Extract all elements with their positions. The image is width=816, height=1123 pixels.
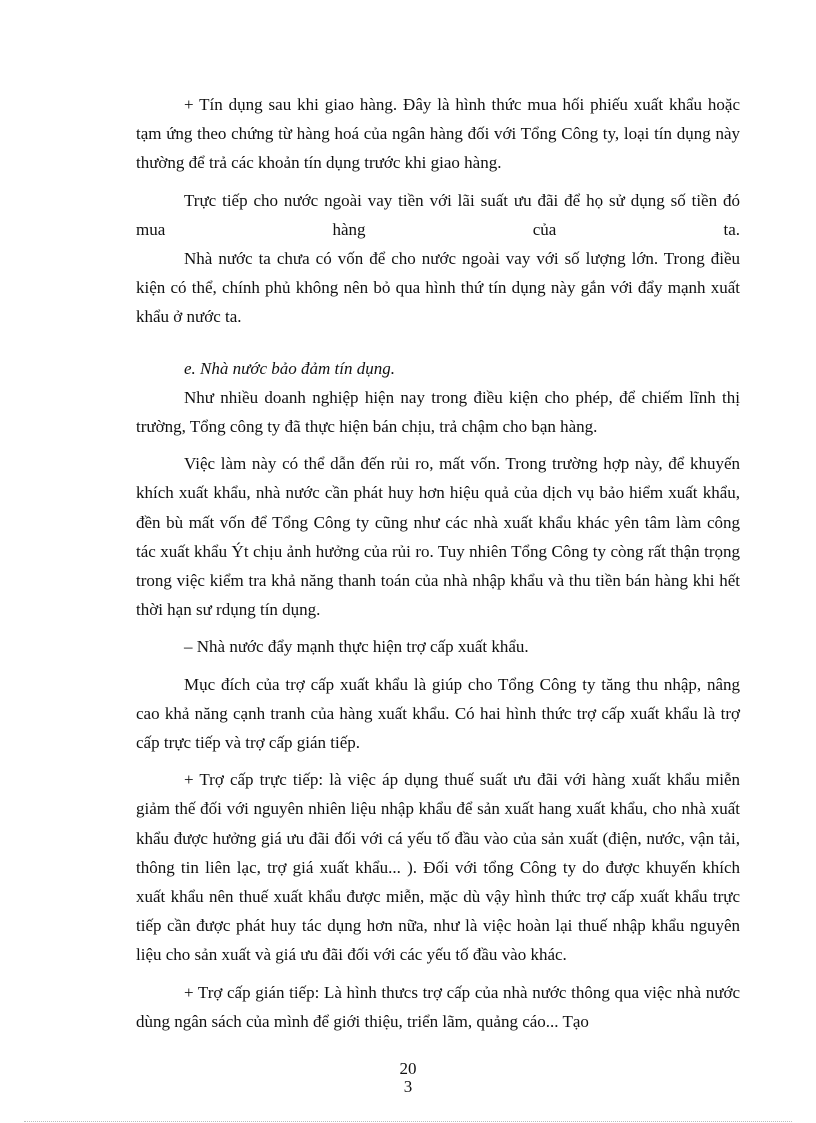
page-number: 20 xyxy=(399,1059,417,1078)
section-heading-credit-guarantee: e. Nhà nước bảo đảm tín dụng. xyxy=(184,358,395,378)
paragraph-export-subsidy-heading: – Nhà nước đẩy mạnh thực hiện trợ cấp xuất khẩu. xyxy=(184,637,529,657)
paragraph-direct-subsidy: + Trợ cấp trực tiếp: là việc áp dụng thuế suất ưu đãi với hàng xuất khẩu miễn giảm thế đối với nguyên nhiên liệu nhập khẩu để sản xuất hang xuất khẩu, cho nhà xuất khẩu được hưởng giá ưu đãi đối với cá yếu tố đầu vào của sản xuất (điện, nước, vận tải, thông tin liên lạc, trợ giá xuất khẩu... ). Đối với tổng Công ty do được khuyến khích xuất khẩu nên thuế xuất khẩu được miễn, mặc dù vậy hình thức trợ cấp xuất khẩu trực tiếp cần được phát huy tác dụng hơn nữa, như là việc hoàn lại thuế nhập khẩu nguyên liệu cho sản xuất và giá ưu đãi đối với các yếu tố đầu vào khác. xyxy=(136,770,740,965)
page-bottom-divider xyxy=(24,1121,792,1122)
body-text xyxy=(136,90,740,1036)
paragraph-direct-lending: Trực tiếp cho nước ngoài vay tiền với lãi suất ưu đãi để họ sử dụng số tiền đó mua hàng của ta. xyxy=(136,190,740,239)
page-footer xyxy=(0,1060,816,1096)
paragraph-export-insurance: Việc làm này có thể dẫn đến rủi ro, mất vốn. Trong trường hợp này, để khuyến khích xuất khẩu, nhà nước cần phát huy hơn hiệu quả của dịch vụ bảo hiểm xuất khẩu, đền bù mất vốn để Tổng Công ty cũng như các nhà xuất khẩu khác yên tâm làm công tác xuất khẩu Ýt chịu ảnh hưởng của rủi ro. Tuy nhiên Tổng Công ty còng rất thận trọng trong việc kiểm tra khả năng thanh toán của nhà nhập khẩu và thu tiền bán hàng khi hết thời hạn sư rdụng tín dụng. xyxy=(136,454,740,620)
paragraph-subsidy-purpose: Mục đích của trợ cấp xuất khẩu là giúp cho Tổng Công ty tăng thu nhập, nâng cao khả năng cạnh tranh của hàng xuất khẩu. Có hai hình thức trợ cấp xuất khẩu là trợ cấp trực tiếp và trợ cấp gián tiếp. xyxy=(136,674,740,753)
paragraph-post-delivery-credit: + Tín dụng sau khi giao hàng. Đây là hình thức mua hối phiếu xuất khẩu hoặc tạm ứng theo chứng từ hàng hoá của ngân hàng đối với Tổng Công ty, loại tín dụng này thường để trả các khoản tín dụng trước khi giao hàng. xyxy=(136,95,740,173)
paragraph-state-capital: Nhà nước ta chưa có vốn để cho nước ngoài vay với số lượng lớn. Trong điều kiện có thể, chính phủ không nên bỏ qua hình thứ tín dụng này gắn với đẩy mạnh xuất khẩu ở nước ta. xyxy=(136,249,740,327)
paragraph-indirect-subsidy: + Trợ cấp gián tiếp: Là hình thưcs trợ cấp của nhà nước thông qua việc nhà nước dùng ngân sách của mình để giới thiệu, triển lãm, quảng cáo... Tạo xyxy=(136,982,740,1031)
page-sub-number: 3 xyxy=(403,1077,413,1096)
paragraph-deferred-payment: Như nhiều doanh nghiệp hiện nay trong điều kiện cho phép, để chiếm lĩnh thị trường, Tổng công ty đã thực hiện bán chịu, trả chậm cho bạn hàng. xyxy=(136,387,740,437)
